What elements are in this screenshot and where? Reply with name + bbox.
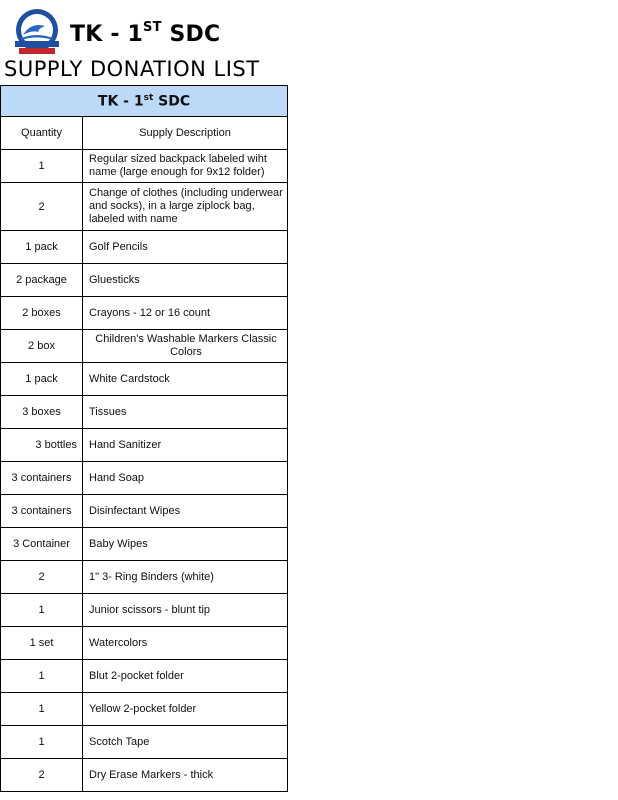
quantity-cell: 3 containers bbox=[1, 462, 83, 495]
table-row bbox=[1, 759, 288, 792]
description-cell: Gluesticks bbox=[83, 264, 288, 297]
table-row bbox=[1, 183, 288, 231]
description-cell: 1" 3- Ring Binders (white) bbox=[83, 561, 288, 594]
supply-table bbox=[0, 85, 288, 792]
quantity-cell: 3 Container bbox=[1, 528, 83, 561]
quantity-cell: 1 bbox=[1, 660, 83, 693]
description-cell: Crayons - 12 or 16 count bbox=[83, 297, 288, 330]
description-cell: Hand Soap bbox=[83, 462, 288, 495]
quantity-cell: 1 pack bbox=[1, 363, 83, 396]
quantity-cell: 2 box bbox=[1, 330, 83, 363]
table-row bbox=[1, 693, 288, 726]
description-cell: Change of clothes (including underwear and socks), in a large ziplock bag, labeled with name bbox=[83, 183, 288, 231]
table-row bbox=[1, 726, 288, 759]
description-cell: Children's Washable Markers Classic Colors bbox=[83, 330, 288, 363]
page-subtitle: SUPPLY DONATION LIST bbox=[4, 57, 260, 81]
table-row bbox=[1, 561, 288, 594]
description-cell: Junior scissors - blunt tip bbox=[83, 594, 288, 627]
quantity-cell: 2 bbox=[1, 561, 83, 594]
description-cell: Dry Erase Markers - thick bbox=[83, 759, 288, 792]
table-row bbox=[1, 231, 288, 264]
description-cell: Scotch Tape bbox=[83, 726, 288, 759]
column-header-quantity: Quantity bbox=[1, 117, 83, 150]
quantity-cell: 3 bottles bbox=[1, 429, 83, 462]
table-row bbox=[1, 429, 288, 462]
quantity-cell: 2 bbox=[1, 183, 83, 231]
table-row bbox=[1, 594, 288, 627]
quantity-cell: 2 boxes bbox=[1, 297, 83, 330]
table-title: TK - 1st SDC bbox=[1, 86, 288, 117]
description-cell: Regular sized backpack labeled wiht name (large enough for 9x12 folder) bbox=[83, 150, 288, 183]
description-cell: Baby Wipes bbox=[83, 528, 288, 561]
table-row bbox=[1, 462, 288, 495]
quantity-cell: 1 bbox=[1, 693, 83, 726]
quantity-cell: 2 package bbox=[1, 264, 83, 297]
column-header-description: Supply Description bbox=[83, 117, 288, 150]
table-row bbox=[1, 660, 288, 693]
description-cell: White Cardstock bbox=[83, 363, 288, 396]
table-row bbox=[1, 528, 288, 561]
quantity-cell: 2 bbox=[1, 759, 83, 792]
table-row bbox=[1, 297, 288, 330]
description-cell: Watercolors bbox=[83, 627, 288, 660]
quantity-cell: 1 bbox=[1, 150, 83, 183]
description-cell: Golf Pencils bbox=[83, 231, 288, 264]
quantity-cell: 3 boxes bbox=[1, 396, 83, 429]
table-row bbox=[1, 495, 288, 528]
table-row bbox=[1, 150, 288, 183]
description-cell: Yellow 2-pocket folder bbox=[83, 693, 288, 726]
quantity-cell: 1 set bbox=[1, 627, 83, 660]
description-cell: Hand Sanitizer bbox=[83, 429, 288, 462]
description-cell: Disinfectant Wipes bbox=[83, 495, 288, 528]
quantity-cell: 1 bbox=[1, 594, 83, 627]
dolphin-academy-logo-icon bbox=[9, 8, 65, 58]
table-row bbox=[1, 264, 288, 297]
description-cell: Blut 2-pocket folder bbox=[83, 660, 288, 693]
quantity-cell: 1 pack bbox=[1, 231, 83, 264]
page-heading: TK - 1ST SDC bbox=[70, 20, 221, 47]
quantity-cell: 3 containers bbox=[1, 495, 83, 528]
table-row bbox=[1, 363, 288, 396]
table-row bbox=[1, 396, 288, 429]
table-row bbox=[1, 330, 288, 363]
quantity-cell: 1 bbox=[1, 726, 83, 759]
table-row bbox=[1, 627, 288, 660]
description-cell: Tissues bbox=[83, 396, 288, 429]
